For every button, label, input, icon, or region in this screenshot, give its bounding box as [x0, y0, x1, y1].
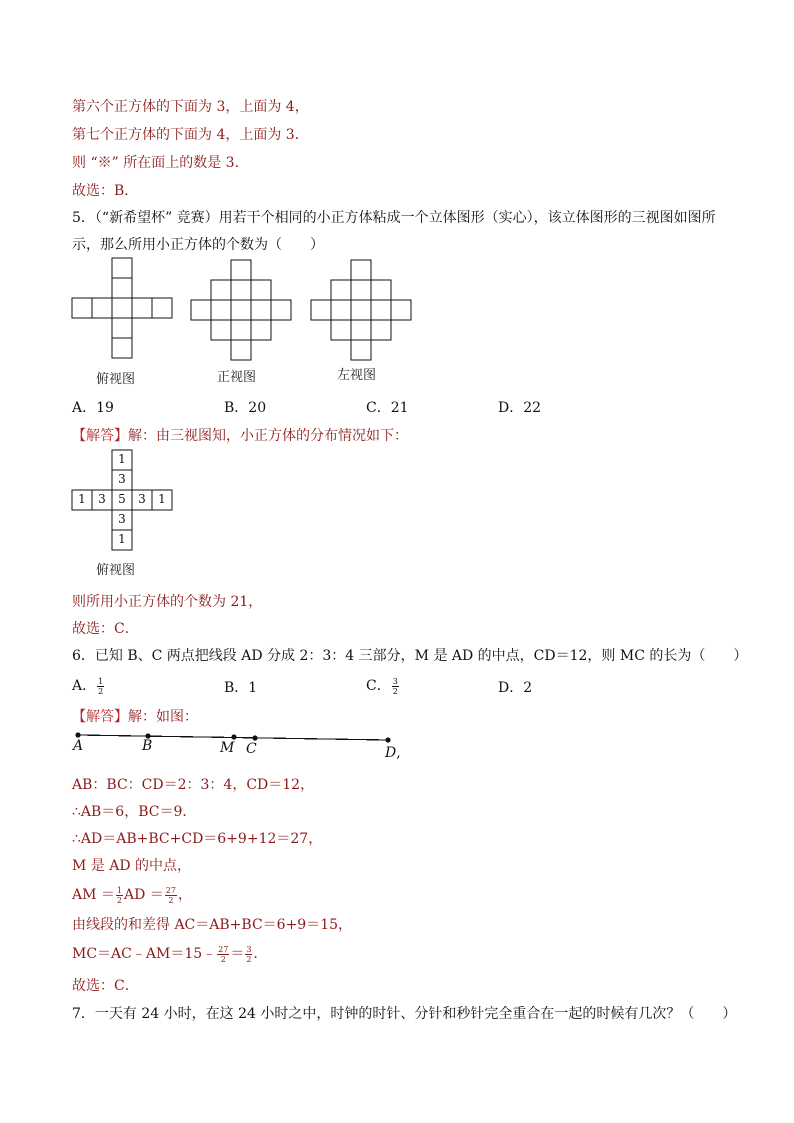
option-d: D．2	[498, 680, 533, 696]
fraction: $\frac{3}{2}$	[392, 676, 398, 696]
question-5-line1: 5．（“新希望杯” 竞赛）用若干个相同的小正方体粘成一个立体图形（实心），该立体图形的三视图如图所	[72, 210, 716, 226]
grid-cell: 1	[158, 492, 166, 506]
top-view-caption: 俯视图	[96, 372, 136, 387]
solution-line: AB：BC：CD＝2：3：4，CD＝12，	[72, 777, 315, 793]
solution-line: 第六个正方体的下面为 3，上面为 4，	[72, 99, 309, 115]
answer-tag: 【解答】	[72, 709, 128, 725]
option-b: B．20	[224, 400, 267, 416]
fraction: $\frac{27}{2}$	[165, 885, 176, 905]
result-line: 则所用小正方体的个数为 21，	[72, 594, 263, 610]
top-view-figure	[72, 258, 172, 358]
left-view-caption: 左视图	[337, 368, 377, 383]
fraction: $\frac{27}{2}$	[218, 944, 229, 964]
option-d: D．22	[498, 400, 542, 416]
solution-line: M 是 AD 的中点，	[72, 858, 192, 874]
grid-cell: 3	[118, 472, 126, 486]
option-c: C．21	[366, 400, 409, 416]
fraction: $\frac{1}{2}$	[98, 676, 104, 696]
grid-cell: 1	[118, 452, 126, 466]
front-view-figure	[191, 260, 291, 360]
answer-intro: 解：如图：	[128, 709, 198, 725]
solution-line: ∴AB＝6，BC＝9．	[72, 804, 197, 820]
point-c-dot	[252, 735, 257, 740]
front-view-caption: 正视图	[217, 370, 257, 385]
grid-cell: 3	[118, 512, 126, 526]
point-label-b: B	[142, 738, 153, 754]
answer-intro: 解：由三视图知，小正方体的分布情况如下：	[128, 428, 408, 444]
solution-line: 第七个正方体的下面为 4，上面为 3．	[72, 127, 309, 143]
point-label-d: D,	[385, 745, 401, 761]
grid-cell: 5	[118, 492, 126, 506]
numbered-top-view-grid	[72, 450, 174, 550]
solution-line: ∴AD＝AB+BC+CD＝6+9+12＝27，	[72, 831, 323, 847]
fraction: $\frac{3}{2}$	[246, 944, 252, 964]
answer-line	[72, 706, 198, 726]
option-b: B．1	[224, 680, 258, 696]
choice-line: 故选：C．	[72, 978, 139, 994]
solution-line: 则 “※” 所在面上的数是 3．	[72, 155, 249, 171]
option-c: C． $\frac{3}{2}$	[366, 676, 398, 696]
grid-cell: 3	[98, 492, 106, 506]
question-6-line1: 6．已知 B、C 两点把线段 AD 分成 2：3：4 三部分，M 是 AD 的中点，CD＝12，则 MC 的长为（ ）	[72, 648, 748, 664]
solution-line: 由线段的和差得 AC＝AB+BC＝6+9＝15，	[72, 917, 353, 933]
point-d-dot	[385, 737, 390, 742]
left-view-figure	[311, 260, 411, 360]
point-m-dot	[231, 734, 236, 739]
grid-caption: 俯视图	[96, 563, 136, 578]
grid-cell: 1	[78, 492, 86, 506]
point-label-a: A	[73, 738, 84, 754]
solution-line: MC＝AC﹣AM＝15﹣ $\frac{27}{2}$ ＝ $\frac{3}{2}$ .	[72, 944, 258, 964]
solution-line: AM ＝ $\frac{1}{2}$ AD ＝ $\frac{27}{2}$ ，	[72, 885, 192, 905]
point-a-dot	[75, 732, 80, 737]
answer-line	[72, 425, 408, 445]
grid-cell: 3	[138, 492, 146, 506]
point-label-m: M	[220, 740, 235, 756]
option-a: A． $\frac{1}{2}$	[72, 676, 104, 696]
fraction: $\frac{1}{2}$	[116, 885, 122, 905]
question-5-line2: 示，那么所用小正方体的个数为（ ）	[72, 237, 324, 253]
choice-line: 故选：C．	[72, 621, 139, 637]
question-7-line1: 7．一天有 24 小时，在这 24 小时之中，时钟的时针、分针和秒针完全重合在一起的时候有几次？（ ）	[72, 1006, 737, 1022]
grid-cell: 1	[118, 532, 126, 546]
point-label-c: C	[246, 741, 257, 757]
option-a: A．19	[72, 400, 114, 416]
answer-tag: 【解答】	[72, 428, 128, 444]
choice-line: 故选：B．	[72, 183, 139, 199]
